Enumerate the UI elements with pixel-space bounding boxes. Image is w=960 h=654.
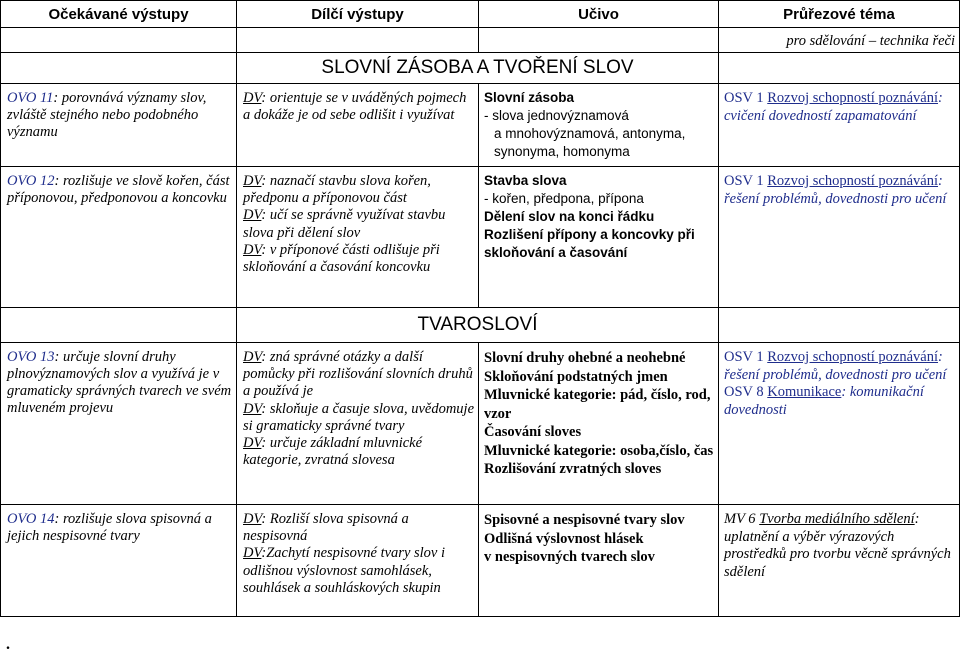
partial-outcome-cell [237, 84, 479, 167]
section-title-morphology: TVAROSLOVÍ [237, 308, 719, 343]
ovo-text: : rozlišuje slova spisovná a jejich nespisovné tvary [7, 511, 212, 544]
curriculum-cell: Slovní druhy ohebné a neohebné Skloňování podstatných jmen Mluvnické kategorie: pád, číslo, rod, vzor Časování sloves Mluvnické kategorie: osoba,číslo, čas Rozlišování zvratných sloves [479, 343, 719, 505]
table-row [1, 84, 960, 167]
subheader-row [1, 28, 960, 53]
ovo-code: OVO 13 [7, 349, 55, 365]
header-expected-outcomes: Očekávané výstupy [1, 1, 237, 28]
header-row [1, 1, 960, 28]
expected-outcome-cell [1, 167, 237, 308]
cross-topic-link[interactable]: Rozvoj schopností poznávání [767, 90, 939, 106]
header-partial-outcomes: Dílčí výstupy [237, 1, 479, 28]
header-curriculum: Učivo [479, 1, 719, 28]
dv-item: DV: skloňuje a časuje slova, uvědomuje si gramaticky správné tvary [243, 400, 474, 434]
section-row-vocabulary [1, 53, 960, 84]
cross-topic-cell: MV 6 Tvorba mediálního sdělení: uplatnění a výběr výrazových prostředků pro tvorbu věcně správných sdělení [719, 505, 960, 617]
section-title-vocabulary: SLOVNÍ ZÁSOBA A TVOŘENÍ SLOV [237, 53, 719, 84]
ovo-code: OVO 11 [7, 90, 54, 106]
dv-item: DV: učí se správně využívat stavbu slova při dělení slov [243, 207, 446, 241]
expected-outcome-cell [1, 343, 237, 505]
dv-item: DV:Zachytí nespisovné tvary slov i odlišnou výslovnost samohlásek, souhlásek a souhláskových skupin [243, 545, 446, 596]
cross-topic-link[interactable]: Tvorba mediálního sdělení [759, 511, 915, 527]
partial-outcome-cell [237, 343, 479, 505]
expected-outcome-cell [1, 505, 237, 617]
partial-outcome-cell [237, 167, 479, 308]
curriculum-cell: Spisovné a nespisovné tvary slov Odlišná výslovnost hlásek v nespisovných tvarech slov [479, 505, 719, 617]
footer-mark: . [6, 636, 10, 653]
dv-item: DV: naznačí stavbu slova kořen, předponu a příponovou část [243, 173, 431, 207]
curriculum-title: Stavba slova [484, 173, 567, 188]
cross-topic-link[interactable]: Rozvoj schopností poznávání [767, 349, 939, 365]
ovo-text: : určuje slovní druhy plnovýznamových slov a využívá je v gramaticky správných tvarech ve svém mluveném projevu [7, 349, 232, 416]
table-row [1, 343, 960, 505]
cross-topic-cell: OSV 1 Rozvoj schopností poznávání: cvičení dovedností zapamatování [719, 84, 960, 167]
partial-outcome-cell [237, 505, 479, 617]
dv-item: DV: v příponové části odlišuje při skloňování a časování koncovku [243, 241, 440, 276]
dv-item: DV: určuje základní mluvnické kategorie, zvratná slovesa [243, 435, 423, 469]
table-row [1, 505, 960, 617]
curriculum-cell: Slovní zásoba - slova jednovýznamová a mnohovýznamová, antonyma, synonyma, homonyma [479, 84, 719, 167]
ovo-text: : porovnává významy slov, zvláště stejného nebo podobného významu [7, 90, 207, 140]
table-row [1, 167, 960, 308]
curriculum-title: Slovní zásoba [484, 90, 575, 105]
cross-topic-cell: OSV 1 Rozvoj schopností poznávání: řešení problémů, dovednosti pro učení [719, 167, 960, 308]
ovo-text: : rozlišuje ve slově kořen, část příponovou, předponovou a koncovku [7, 173, 230, 206]
curriculum-cell: Stavba slova - kořen, předpona, přípona Dělení slov na konci řádku Rozlišení přípony a koncovky při skloňování a časování [479, 167, 719, 308]
cross-topic-subtitle: pro sdělování – technika řeči [719, 28, 960, 53]
header-cross-topic: Průřezové téma [719, 1, 960, 28]
expected-outcome-cell [1, 84, 237, 167]
section-row-morphology [1, 308, 960, 343]
ovo-code: OVO 12 [7, 173, 55, 189]
dv-item: DV: Rozliší slova spisovná a nespisovná [243, 511, 409, 545]
dv-item: DV: zná správné otázky a další pomůcky při rozlišování slovních druhů a používá je [243, 349, 473, 400]
dv-item: DV: orientuje se v uváděných pojmech a dokáže je od sebe odlišit i využívat [243, 90, 467, 124]
ovo-code: OVO 14 [7, 511, 55, 527]
cross-topic-cell: OSV 1 Rozvoj schopností poznávání: řešení problémů, dovednosti pro učení OSV 8 Komunikace: komunikační dovednosti [719, 343, 960, 505]
cross-topic-link[interactable]: Rozvoj schopností poznávání [767, 173, 939, 189]
cross-topic-link[interactable]: Komunikace [767, 384, 842, 400]
